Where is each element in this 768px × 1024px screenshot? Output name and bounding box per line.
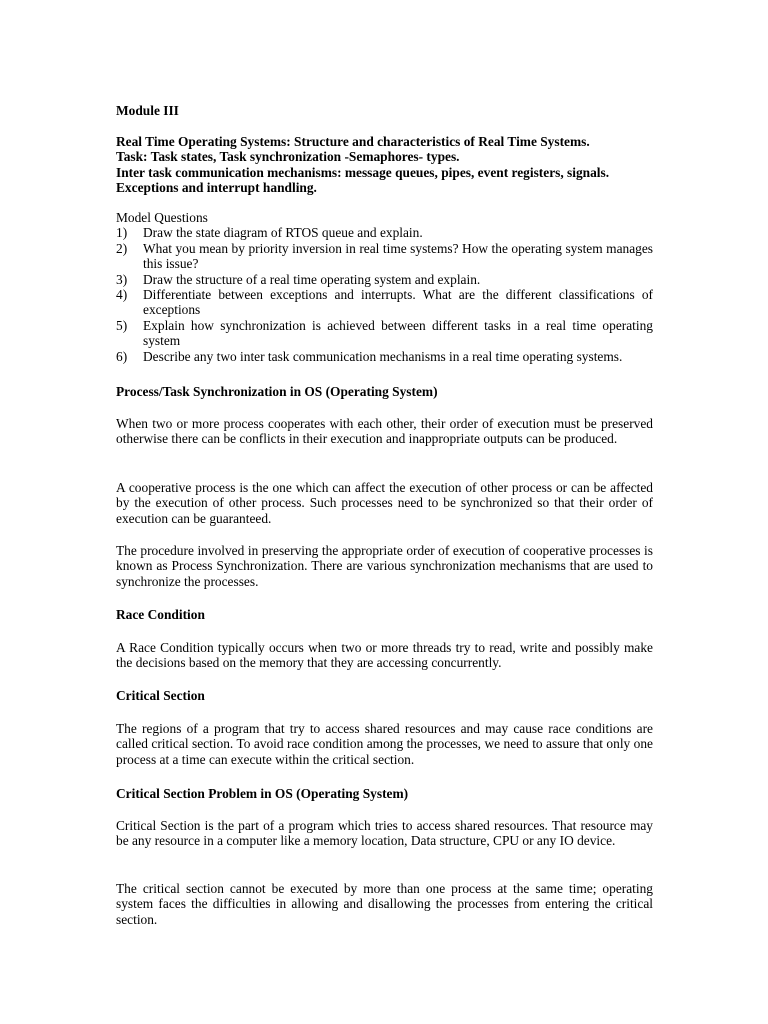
section-heading-critical-section: Critical Section (116, 688, 205, 703)
question-item: 1) Draw the state diagram of RTOS queue and explain. (116, 225, 423, 241)
module-title: Module III (116, 103, 179, 118)
question-item: 6) Describe any two inter task communication mechanisms in a real time operating systems. (116, 348, 623, 364)
question-list (116, 225, 653, 364)
paragraph: A Race Condition typically occurs when two or more threads try to read, write and possibly make the decisions based on the memory that they are accessing concurrently. (116, 640, 653, 671)
paragraph: The regions of a program that try to access shared resources and may cause race conditions are called critical section. To avoid race condition among the processes, we need to assure that only one process at a time can execute within the critical section. (116, 721, 653, 767)
question-item: 4) Differentiate between exceptions and interrupts. What are the different classifications of exceptions (116, 287, 653, 318)
paragraph: Critical Section is the part of a program which tries to access shared resources. That resource may be any resource in a computer like a memory location, Data structure, CPU or any IO device. (116, 818, 653, 849)
question-item: 3) Draw the structure of a real time operating system and explain. (116, 271, 481, 287)
paragraph: A cooperative process is the one which can affect the execution of other process or can be affected by the execution of other process. Such processes need to be synchronized so that their order of execution can be guaranteed. (116, 480, 653, 526)
model-questions (116, 210, 653, 364)
syllabus (116, 134, 653, 196)
section-heading-race-condition: Race Condition (116, 607, 205, 622)
syllabus-line-4: Exceptions and interrupt handling. (116, 180, 317, 196)
paragraph: When two or more process cooperates with each other, their order of execution must be preserved otherwise there can be conflicts in their execution and inappropriate outputs can be produced. (116, 416, 653, 447)
question-item: 2) What you mean by priority inversion in real time systems? How the operating system manages this issue? (116, 240, 653, 272)
question-item: 5) Explain how synchronization is achieved between different tasks in a real time operating system (116, 317, 653, 349)
section-heading-process-sync: Process/Task Synchronization in OS (Operating System) (116, 384, 438, 399)
syllabus-line-3: Inter task communication mechanisms: message queues, pipes, event registers, signals. (116, 164, 610, 180)
syllabus-line-1: Real Time Operating Systems: Structure and characteristics of Real Time Systems. (116, 134, 590, 149)
paragraph: The critical section cannot be executed by more than one process at the same time; operating system faces the difficulties in allowing and disallowing the processes from entering the critical section. (116, 881, 653, 927)
paragraph: The procedure involved in preserving the appropriate order of execution of cooperative processes is known as Process Synchronization. There are various synchronization mechanisms that are used to synchronize the processes. (116, 543, 653, 589)
model-questions-heading: Model Questions (116, 210, 208, 225)
section-heading-cs-problem: Critical Section Problem in OS (Operating System) (116, 786, 409, 801)
syllabus-line-2: Task: Task states, Task synchronization -Semaphores- types. (116, 149, 460, 165)
